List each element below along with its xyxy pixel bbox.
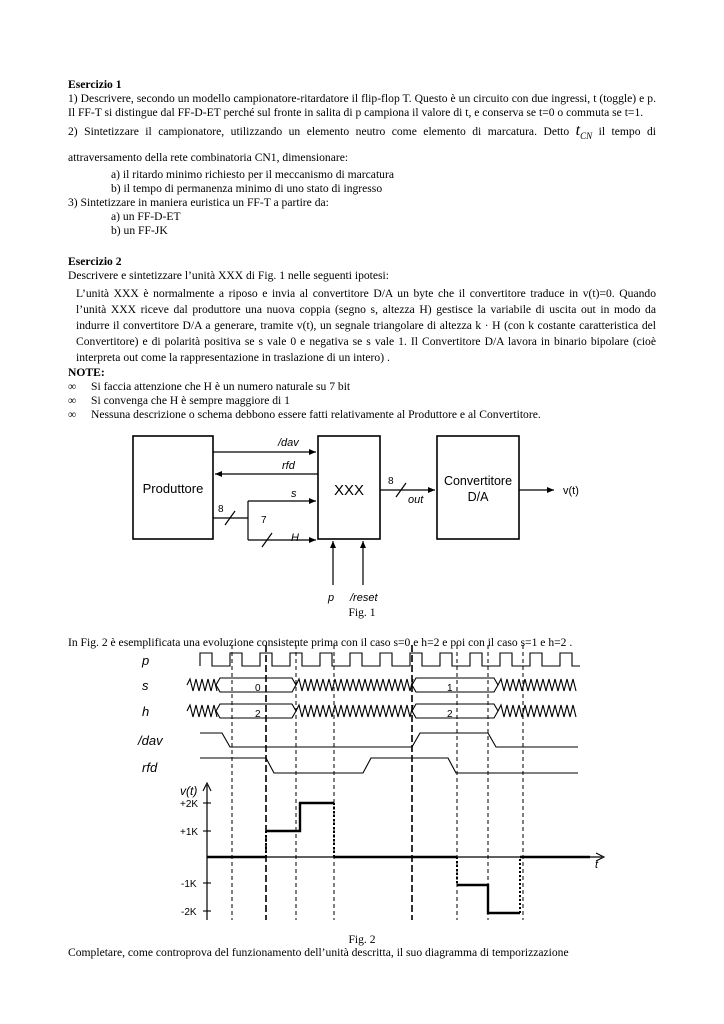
s-undefined bbox=[296, 679, 413, 691]
rfd-signal-label: rfd bbox=[142, 760, 158, 775]
vt-waveform bbox=[457, 885, 520, 913]
note-item: ∞ Nessuna descrizione o schema debbono essere fatti relativamente al Produttore e al Convertitore. bbox=[68, 408, 541, 421]
tick-minus1k: -1K bbox=[181, 879, 197, 890]
exercise-1-q3: 3) Sintetizzare in maniera euristica un FF-T a partire da: bbox=[68, 196, 329, 210]
final-instruction: Completare, come controprova del funzionamento dell’unità descritta, il suo diagramma di temporizzazione bbox=[68, 946, 569, 959]
h-value-2a: 2 bbox=[255, 709, 261, 720]
exercise-1-q3-item: b) un FF-JK bbox=[111, 224, 168, 238]
h-undefined bbox=[187, 705, 217, 717]
t-cn-symbol: $t_{CN}$ bbox=[575, 122, 593, 142]
h-value-2b: 2 bbox=[447, 709, 453, 720]
fig1-caption: Fig. 1 bbox=[348, 606, 376, 619]
bus8-label: 8 bbox=[218, 504, 224, 515]
fig2-timing-diagram bbox=[0, 645, 724, 935]
h-undefined bbox=[498, 705, 576, 717]
h-valid-bus bbox=[412, 704, 498, 718]
note-item: ∞ Si faccia attenzione che H è un numero naturale su 7 bit bbox=[68, 380, 351, 393]
s-label: s bbox=[291, 488, 297, 500]
rfd-waveform bbox=[200, 758, 578, 773]
tick-plus2k: +2K bbox=[180, 799, 199, 810]
exercise-1-title: Esercizio 1 bbox=[68, 78, 122, 91]
exercise-2-intro: Descrivere e sintetizzare l’unità XXX di Fig. 1 nelle seguenti ipotesi: bbox=[68, 269, 389, 282]
vt-label: v(t) bbox=[563, 485, 579, 497]
vt-waveform bbox=[266, 803, 334, 831]
note-item: ∞ Si convenga che H è sempre maggiore di 1 bbox=[68, 394, 290, 407]
xxx-label: XXX bbox=[333, 482, 365, 499]
s-valid-bus bbox=[412, 678, 498, 692]
p-label: p bbox=[328, 592, 335, 604]
fig2-caption: Fig. 2 bbox=[348, 933, 376, 946]
fig2-intro: In Fig. 2 è esemplificata una evoluzione consistente prima con il caso s=0 e h=2 e poi con il caso s=1 e h=2 . bbox=[68, 636, 573, 649]
exercise-1-q3-item: a) un FF-D-ET bbox=[111, 210, 181, 224]
exercise-1-q2: 2) Sintetizzare il campionatore, utilizzando un elemento neutro come elemento di marcatura. Detto $t_{CN}$ il tempo di attraversamento della rete combinatoria CN1, dimensionare: bbox=[68, 122, 656, 165]
s-signal-label: s bbox=[142, 678, 149, 693]
convertitore-label: Convertitore bbox=[443, 474, 513, 488]
notes-title: NOTE: bbox=[68, 366, 105, 379]
t-axis-label: t bbox=[595, 859, 599, 871]
exercise-1-q2-item: a) il ritardo minimo richiesto per il meccanismo di marcatura bbox=[111, 168, 394, 182]
exercise-1-q1: 1) Descrivere, secondo un modello campionatore-ritardatore il flip-flop T. Questo è un circuito con due ingressi, t (toggle) e p. Il FF-T si distingue dal FF-D-ET perché sul fronte in salita di p campiona il valore di t, e conserva se t=0 o commuta se t=1. bbox=[68, 92, 656, 119]
out8-label: 8 bbox=[388, 476, 394, 487]
s-value-1: 1 bbox=[447, 683, 453, 694]
rfd-label: rfd bbox=[282, 460, 295, 472]
bus7-label: 7 bbox=[261, 515, 267, 526]
exercise-2-title: Esercizio 2 bbox=[68, 255, 122, 268]
s-value-0: 0 bbox=[255, 683, 261, 694]
convertitore-label-da: D/A bbox=[467, 490, 489, 504]
v-axis-label: v(t) bbox=[180, 784, 198, 798]
exercise-1-q2-item: b) il tempo di permanenza minimo di uno stato di ingresso bbox=[111, 182, 383, 196]
dav-waveform bbox=[200, 733, 578, 747]
reset-label: /reset bbox=[350, 592, 378, 604]
out-label: out bbox=[408, 494, 424, 506]
exercise-2-body: L’unità XXX è normalmente a riposo e invia al convertitore D/A un byte che il convertitore traduce in v(t)=0. Quando l’unità XXX riceve dal produttore una nuova coppia (segno s, altezza H) gestisce la variabile di uscita out in modo da indurre il convertitore D/A a generare, tramite v(t), un segnale triangolare di altezza k · H (con k costante caratteristica del Convertitore) e di polarità positiva se s vale 0 e negativa se s vale 1. Il Convertitore D/A lavora in binario bipolare (cioè interpreta out come la rappresentazione in traslazione di un intero) . bbox=[76, 287, 656, 364]
h-signal-label: h bbox=[142, 704, 150, 719]
h-undefined bbox=[296, 705, 413, 717]
produttore-label: Produttore bbox=[142, 481, 204, 496]
s-undefined bbox=[498, 679, 576, 691]
dav-label: /dav bbox=[278, 437, 299, 449]
p-signal-label: p bbox=[142, 653, 150, 668]
h-label: H bbox=[291, 532, 299, 544]
tick-minus2k: -2K bbox=[181, 907, 197, 918]
tick-plus1k: +1K bbox=[180, 827, 199, 838]
dav-signal-label: /dav bbox=[138, 733, 163, 748]
s-undefined bbox=[187, 679, 217, 691]
